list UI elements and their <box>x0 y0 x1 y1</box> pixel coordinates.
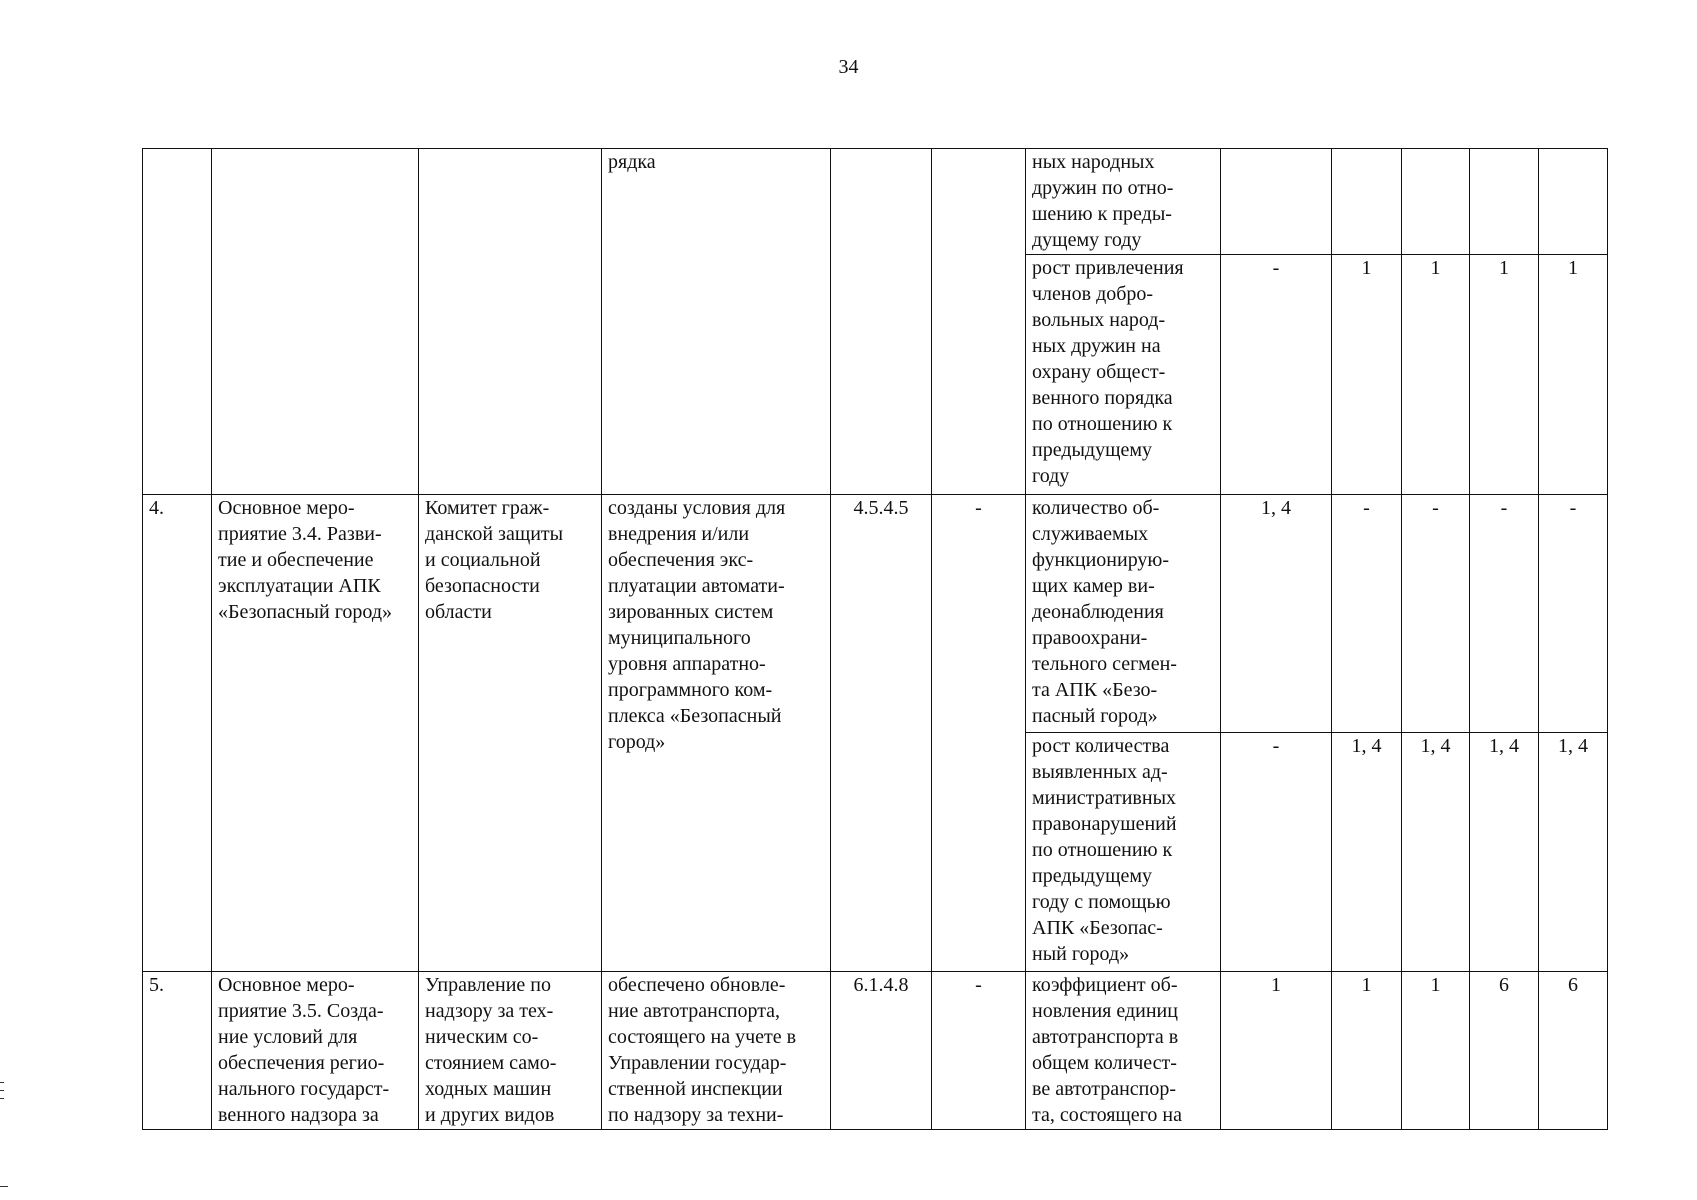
program-table <box>142 148 1608 1130</box>
cell-activity <box>212 149 419 495</box>
cell-num: 4. <box>143 495 212 972</box>
cell-num <box>143 149 212 495</box>
cell-indicator: коэффициент об- новления единиц автотранспорта в общем количест- ве автотранспор- та, состоящего на <box>1026 972 1221 1130</box>
table-row <box>143 149 1608 255</box>
cell-value <box>1221 149 1332 255</box>
cell-indicator: рост количества выявленных ад- министративных правонарушений по отношению к предыдущему году с помощью АПК «Безопас- ный город» <box>1026 733 1221 972</box>
cell-value: 6 <box>1470 972 1539 1130</box>
cell-value: - <box>1539 495 1608 733</box>
cell-col6 <box>932 149 1026 495</box>
cell-value <box>1332 149 1402 255</box>
cell-code <box>831 149 932 495</box>
table-row <box>143 972 1608 1130</box>
cell-num: 5. <box>143 972 212 1130</box>
cell-value: - <box>1332 495 1402 733</box>
cell-value <box>1539 149 1608 255</box>
cell-result: рядка <box>602 149 831 495</box>
cell-indicator: ных народных дружин по отно- шению к преды- дущему году <box>1026 149 1221 255</box>
cell-col6: - <box>932 495 1026 972</box>
cell-value: - <box>1402 495 1470 733</box>
cell-value: - <box>1221 733 1332 972</box>
cell-value: 1, 4 <box>1402 733 1470 972</box>
scan-mark <box>0 1098 4 1099</box>
cell-value: 1 <box>1539 255 1608 495</box>
cell-value: 1, 4 <box>1470 733 1539 972</box>
scan-mark <box>0 1090 4 1091</box>
cell-executor <box>419 149 602 495</box>
scan-mark <box>0 1082 4 1083</box>
cell-value: - <box>1221 255 1332 495</box>
cell-value: 1, 4 <box>1539 733 1608 972</box>
cell-value: 6 <box>1539 972 1608 1130</box>
table-row <box>143 495 1608 733</box>
cell-value: 1 <box>1221 972 1332 1130</box>
cell-code: 6.1.4.8 <box>831 972 932 1130</box>
page-number: 34 <box>838 56 859 78</box>
cell-executor: Комитет граж- данской защиты и социальной безопасности области <box>419 495 602 972</box>
cell-value: 1 <box>1402 255 1470 495</box>
cell-indicator: количество об- служиваемых функционирую- щих камер ви- деонаблюдения правоохрани- тельного сегмен- та АПК «Безо- пасный город» <box>1026 495 1221 733</box>
cell-result: созданы условия для внедрения и/или обеспечения экс- плуатации автомати- зированных систем муниципального уровня аппаратно- программного ком- плекса «Безопасный город» <box>602 495 831 972</box>
cell-code: 4.5.4.5 <box>831 495 932 972</box>
cell-executor: Управление по надзору за тех- ническим со- стоянием само- ходных машин и других видов <box>419 972 602 1130</box>
cell-value: 1 <box>1332 972 1402 1130</box>
cell-result: обеспечено обновле- ние автотранспорта, состоящего на учете в Управлении государ- ственной инспекции по надзору за техни- <box>602 972 831 1130</box>
cell-value: 1 <box>1332 255 1402 495</box>
cell-activity: Основное меро- приятие 3.5. Созда- ние условий для обеспечения регио- нального государст- венного надзора за <box>212 972 419 1130</box>
cell-value: 1 <box>1470 255 1539 495</box>
cell-activity: Основное меро- приятие 3.4. Разви- тие и обеспечение эксплуатации АПК «Безопасный город» <box>212 495 419 972</box>
cell-col6: - <box>932 972 1026 1130</box>
cell-value <box>1402 149 1470 255</box>
scan-mark <box>0 1186 8 1187</box>
cell-value: 1 <box>1402 972 1470 1130</box>
cell-value: - <box>1470 495 1539 733</box>
cell-value: 1, 4 <box>1221 495 1332 733</box>
cell-value <box>1470 149 1539 255</box>
cell-indicator: рост привлечения членов добро- вольных народ- ных дружин на охрану общест- венного порядка по отношению к предыдущему году <box>1026 255 1221 495</box>
cell-value: 1, 4 <box>1332 733 1402 972</box>
